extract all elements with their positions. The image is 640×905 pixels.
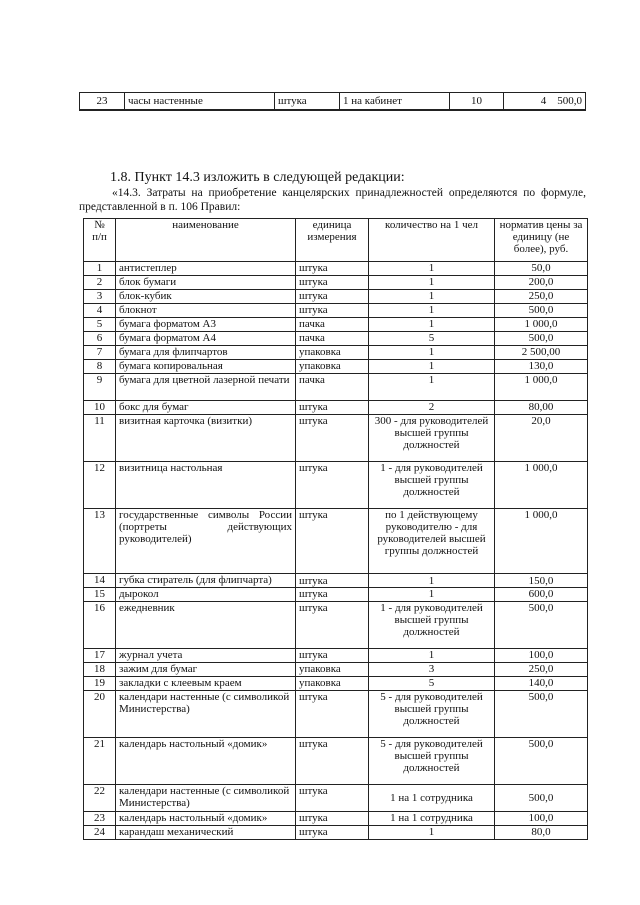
item-price: 500,0 xyxy=(495,738,588,785)
table-row xyxy=(84,738,588,785)
item-name: календари настенные (с символикой Министерства) xyxy=(116,691,296,738)
item-quantity: 1 xyxy=(369,318,495,332)
item-name: карандаш механический xyxy=(116,826,296,840)
item-quantity: 1 xyxy=(369,360,495,374)
item-name: календарь настольный «домик» xyxy=(116,812,296,826)
item-quantity: 1 xyxy=(369,374,495,401)
item-unit: штука xyxy=(296,826,369,840)
item-quantity: по 1 действующему руководителю - для руководителей высшей группы должностей xyxy=(369,509,495,574)
row-number: 24 xyxy=(84,826,116,840)
item-unit: штука xyxy=(296,304,369,318)
intro-paragraph: «14.3. Затраты на приобретение канцелярских принадлежностей определяются по формуле, представленной в п. 106 Правил: xyxy=(79,187,586,213)
item-name: антистеплер xyxy=(116,262,296,276)
row-number: 13 xyxy=(84,509,116,574)
item-quantity: 1 xyxy=(369,290,495,304)
table-row xyxy=(84,401,588,415)
item-name: календарь настольный «домик» xyxy=(116,738,296,785)
table-row xyxy=(84,290,588,304)
item-unit: упаковка xyxy=(296,346,369,360)
item-quantity: 1 - для руководителей высшей группы должностей xyxy=(369,462,495,509)
item-quantity: 2 xyxy=(369,401,495,415)
row-number: 9 xyxy=(84,374,116,401)
item-quantity: 1 на 1 сотрудника xyxy=(369,785,495,812)
item-name: государственные символы России (портреты действующих руководителей) xyxy=(116,509,296,574)
item-price: 130,0 xyxy=(495,360,588,374)
row-number: 15 xyxy=(84,588,116,602)
row-number: 3 xyxy=(84,290,116,304)
table-row xyxy=(84,826,588,840)
item-unit: упаковка xyxy=(296,360,369,374)
item-price: 50,0 xyxy=(495,262,588,276)
row-number: 20 xyxy=(84,691,116,738)
row-number: 7 xyxy=(84,346,116,360)
item-unit: штука xyxy=(296,401,369,415)
row-number: 21 xyxy=(84,738,116,785)
item-unit: штука xyxy=(296,509,369,574)
item-quantity: 5 - для руководителей высшей группы должностей xyxy=(369,738,495,785)
item-price-thousands: 4 xyxy=(540,95,547,107)
row-number: 19 xyxy=(84,677,116,691)
item-name: календари настенные (с символикой Министерства) xyxy=(116,785,296,812)
row-number: 16 xyxy=(84,602,116,649)
row-number: 2 xyxy=(84,276,116,290)
table-row xyxy=(84,262,588,276)
item-price: 500,0 xyxy=(495,332,588,346)
table-row xyxy=(84,588,588,602)
header-price: норматив цены за единицу (не более), руб. xyxy=(495,219,588,262)
item-unit: штука xyxy=(296,462,369,509)
item-name: ежедневник xyxy=(116,602,296,649)
item-quantity: 300 - для руководителей высшей группы должностей xyxy=(369,415,495,462)
item-unit: штука xyxy=(296,574,369,588)
table-row xyxy=(84,649,588,663)
item-name: зажим для бумаг xyxy=(116,663,296,677)
row-number: 18 xyxy=(84,663,116,677)
item-unit: штука xyxy=(275,93,340,111)
item-unit: штука xyxy=(296,290,369,304)
table-row xyxy=(84,812,588,826)
table-row xyxy=(84,677,588,691)
item-name: губка стиратель (для флипчарта) xyxy=(116,574,296,588)
item-name: бумага форматом А4 xyxy=(116,332,296,346)
item-name: часы настенные xyxy=(125,93,275,111)
item-name: бокс для бумаг xyxy=(116,401,296,415)
table-row xyxy=(84,346,588,360)
item-name: бумага копировальная xyxy=(116,360,296,374)
item-unit: штука xyxy=(296,738,369,785)
table-row xyxy=(84,360,588,374)
table-row xyxy=(84,691,588,738)
section-heading: 1.8. Пункт 14.3 изложить в следующей редакции: xyxy=(110,170,405,185)
item-unit: пачка xyxy=(296,374,369,401)
row-number: 4 xyxy=(84,304,116,318)
item-price: 500,0 xyxy=(495,691,588,738)
header-num: № п/п xyxy=(84,219,116,262)
item-quantity: 5 xyxy=(369,332,495,346)
item-price: 250,0 xyxy=(495,663,588,677)
item-price xyxy=(504,93,586,111)
item-unit: пачка xyxy=(296,332,369,346)
row-number: 23 xyxy=(80,93,125,111)
item-quantity: 1 xyxy=(369,346,495,360)
item-price: 250,0 xyxy=(495,290,588,304)
row-number: 14 xyxy=(84,574,116,588)
item-unit: штука xyxy=(296,415,369,462)
item-quantity: 5 - для руководителей высшей группы должностей xyxy=(369,691,495,738)
table-row xyxy=(84,462,588,509)
table-row xyxy=(84,415,588,462)
row-number: 17 xyxy=(84,649,116,663)
item-unit: штука xyxy=(296,785,369,812)
item-name: журнал учета xyxy=(116,649,296,663)
table-row xyxy=(84,663,588,677)
item-price: 80,00 xyxy=(495,401,588,415)
row-number: 6 xyxy=(84,332,116,346)
item-price: 80,0 xyxy=(495,826,588,840)
item-name: блок-кубик xyxy=(116,290,296,304)
item-price: 150,0 xyxy=(495,574,588,588)
row-number: 8 xyxy=(84,360,116,374)
item-unit: штука xyxy=(296,649,369,663)
item-quantity: 1 xyxy=(369,574,495,588)
item-price: 500,0 xyxy=(495,304,588,318)
stationery-norms-table xyxy=(83,218,588,840)
item-price: 1 000,0 xyxy=(495,318,588,332)
item-price: 200,0 xyxy=(495,276,588,290)
table-row xyxy=(84,374,588,401)
item-price: 2 500,00 xyxy=(495,346,588,360)
row-number: 11 xyxy=(84,415,116,462)
table-row xyxy=(84,574,588,588)
item-quantity: 1 xyxy=(369,826,495,840)
table-row xyxy=(84,318,588,332)
row-number: 10 xyxy=(84,401,116,415)
table-row xyxy=(84,276,588,290)
row-number: 22 xyxy=(84,785,116,812)
item-unit: штука xyxy=(296,812,369,826)
item-name: бумага форматом А3 xyxy=(116,318,296,332)
table-row xyxy=(84,785,588,812)
table-row xyxy=(84,602,588,649)
item-name: блокнот xyxy=(116,304,296,318)
item-name: закладки с клеевым краем xyxy=(116,677,296,691)
header-name: наименование xyxy=(116,219,296,262)
item-price: 500,0 xyxy=(495,602,588,649)
item-price-rest: 500,0 xyxy=(557,95,582,107)
item-unit: штука xyxy=(296,588,369,602)
row-number: 1 xyxy=(84,262,116,276)
item-price: 1 000,0 xyxy=(495,509,588,574)
item-unit: упаковка xyxy=(296,663,369,677)
item-name: блок бумаги xyxy=(116,276,296,290)
item-price: 500,0 xyxy=(495,785,588,812)
item-name: дырокол xyxy=(116,588,296,602)
item-name: визитница настольная xyxy=(116,462,296,509)
item-quantity: 1 xyxy=(369,588,495,602)
table-row xyxy=(80,93,586,111)
row-number: 12 xyxy=(84,462,116,509)
item-quantity: 3 xyxy=(369,663,495,677)
item-quantity: 1 xyxy=(369,262,495,276)
item-quantity: 1 xyxy=(369,304,495,318)
row-number: 23 xyxy=(84,812,116,826)
item-price: 140,0 xyxy=(495,677,588,691)
item-quantity: 1 xyxy=(369,276,495,290)
header-qty: количество на 1 чел xyxy=(369,219,495,262)
item-price: 1 000,0 xyxy=(495,462,588,509)
item-name: визитная карточка (визитки) xyxy=(116,415,296,462)
item-name: бумага для цветной лазерной печати xyxy=(116,374,296,401)
table-row xyxy=(84,332,588,346)
item-unit: штука xyxy=(296,276,369,290)
row-number: 5 xyxy=(84,318,116,332)
item-unit: штука xyxy=(296,262,369,276)
item-quantity: 5 xyxy=(369,677,495,691)
item-quantity: 1 на 1 сотрудника xyxy=(369,812,495,826)
header-unit: единица измерения xyxy=(296,219,369,262)
table-row xyxy=(84,304,588,318)
item-price: 100,0 xyxy=(495,649,588,663)
item-name: бумага для флипчартов xyxy=(116,346,296,360)
table-header-row xyxy=(84,219,588,262)
item-quantity: 1 - для руководителей высшей группы должностей xyxy=(369,602,495,649)
item-price: 100,0 xyxy=(495,812,588,826)
previous-table-tail xyxy=(79,92,586,111)
item-unit: упаковка xyxy=(296,677,369,691)
item-unit: штука xyxy=(296,602,369,649)
item-count: 10 xyxy=(450,93,504,111)
table-row xyxy=(84,509,588,574)
item-unit: штука xyxy=(296,691,369,738)
item-price: 1 000,0 xyxy=(495,374,588,401)
item-quantity: 1 xyxy=(369,649,495,663)
item-price: 20,0 xyxy=(495,415,588,462)
item-quantity: 1 на кабинет xyxy=(340,93,450,111)
item-price: 600,0 xyxy=(495,588,588,602)
item-unit: пачка xyxy=(296,318,369,332)
